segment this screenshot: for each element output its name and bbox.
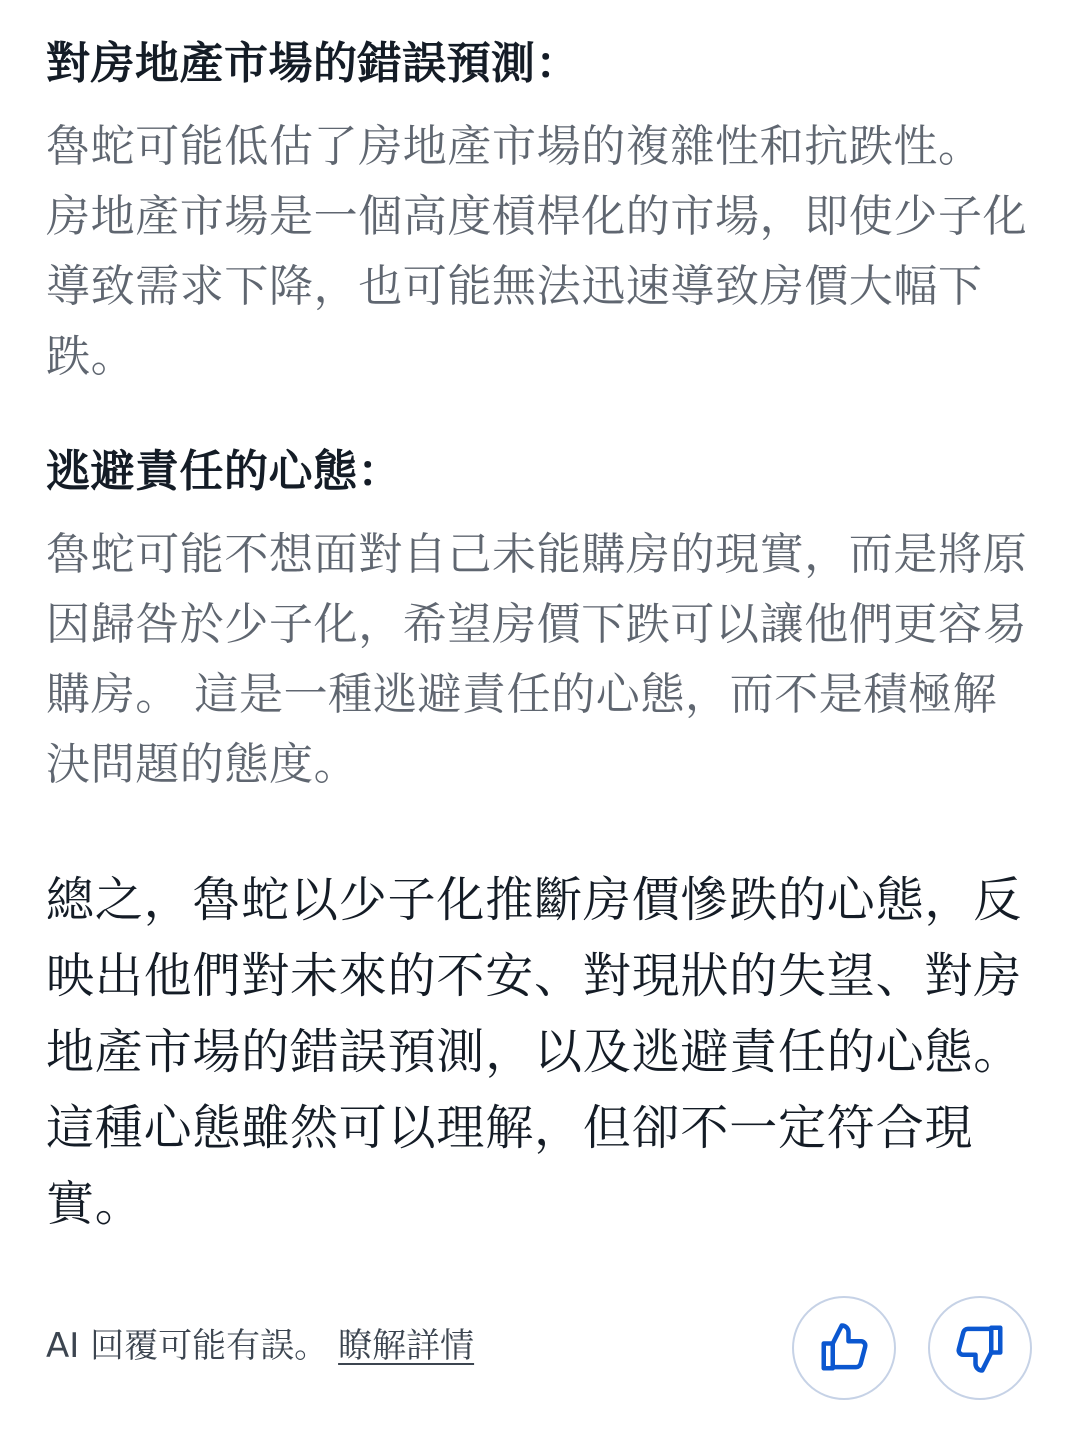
ai-disclaimer [46, 1324, 474, 1368]
thumbs-up-icon [817, 1321, 871, 1375]
summary-paragraph: 總之，魯蛇以少子化推斷房價慘跌的心態，反映出他們對未來的不安、對現狀的失望、對房地產市場的錯誤預測，以及逃避責任的心態。 這種心態雖然可以理解，但卻不一定符合現實。 [46, 872, 1023, 1232]
section-body: 魯蛇可能低估了房地產市場的複雜性和抗跌性。 房地產市場是一個高度槓桿化的市場，即使少子化導致需求下降，也可能無法迅速導致房價大幅下跌。 [46, 121, 1028, 382]
section-market-misjudgment [46, 30, 1036, 392]
section-avoiding-responsibility [46, 438, 1036, 800]
response-footer [46, 1296, 1036, 1400]
thumbs-down-icon [953, 1321, 1007, 1375]
learn-more-link[interactable]: 瞭解詳情 [338, 1326, 475, 1366]
disclaimer-text: AI 回覆可能有誤。 [46, 1326, 329, 1366]
section-heading: 逃避責任的心態： [46, 446, 402, 497]
section-heading: 對房地產市場的錯誤預測： [46, 38, 580, 89]
thumbs-down-button[interactable] [928, 1296, 1032, 1400]
thumbs-up-button[interactable] [792, 1296, 896, 1400]
ai-response-content [46, 30, 1036, 1242]
section-body: 魯蛇可能不想面對自己未能購房的現實，而是將原因歸咎於少子化，希望房價下跌可以讓他們更容易購房。 這是一種逃避責任的心態，而不是積極解決問題的態度。 [46, 529, 1028, 790]
